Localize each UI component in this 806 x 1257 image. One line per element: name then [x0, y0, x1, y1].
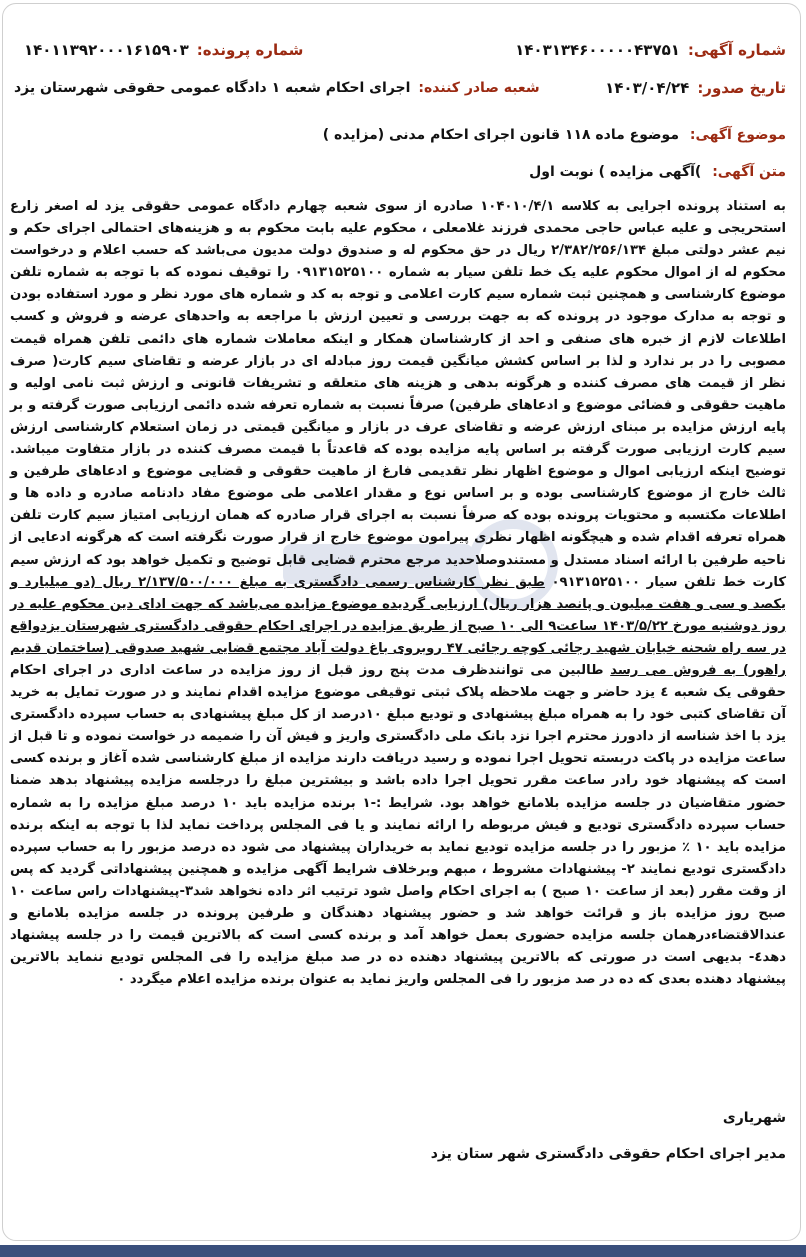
body-part-3: طالبین می توانندظرف مدت پنج روز قبل از روز مزایده در ساعت اداری در اجرای احکام حقوقی یک شعبه ٤ یزد حاضر و جهت ملاحظه پلاک ثبتی توقیفی موضوع مزایده اقدام نمایند و در صورت تمایل به خرید آن تقاضای کتبی خود را به همراه مبلغ پیشنهادی و تودیع مبلغ ۱۰درصد از کل مبلغ پیشنهادی به حساب سپرده دادگستری یزد با اخذ شناسه از دادورز محترم اجرا نزد بانک ملی دادگستری واریز و فیش آن را ضمیمه در خواست نموده و تا قبل از ساعت مزایده در پاکت دربسته تحویل اجرا نموده و رسید دریافت دارند مزایده از مبلغ کارشناسی شده آغاز و برنده کسی است که پیشنهاد خود رادر ساعت مقرر تحویل اجرا داده باشد و بیشترین مبلغ را درجلسه مزایده پیشنهاد بدهد ضمنا حضور متقاضیان در جلسه مزایده بلامانع خواهد بود. شرایط :-۱ برنده مزایده باید ۱۰ درصد مبلغ مزایده را به شماره حساب سپرده دادگستری تودیع و فیش مربوطه را ارائه نمایند و یا فی المجلس پرداخت نماید لذا با توجه به اینکه برنده مزایده باید ۱۰ ٪ مزبور را در جلسه مزایده تودیع نماید به خریداران پیشنهاد می شود ده درصد مزبور را به حساب سپرده دادگستری تودیع نمایند ۲- پیشنهادات مشروط ، مبهم وبرخلاف شرایط آگهی مزایده و همچنین پیشنهاداتی گردید که پس از وقت مقرر (بعد از ساعت ۱۰ صبح ) به اجرای احکام واصل شود ترتیب اثر داده نخواهد شد۳-پیشنهادات راس ساعت ۱۰ صبح روز مزایده باز و قرائت خواهد شد و حضور پیشنهاد دهندگان و طرفین پرونده در جلسه مزایده بلامانع و عندالاقتضاءدرهمان جلسه مزایده حضوری بعمل خواهد آمد و برنده کسی است که بالاترین قیمت را در جلسه پیشنهاد دهد٤- بدیهی است در صورتی که بالاترین پیشنهاد دهنده ده در صد مبلغ مزایده را فی المجلس تودیع ننماید بالاترین پیشنهاد دهنده بعدی که ده در صد مزبور را فی المجلس واریز نماید به عنوان برنده مزایده اعلام میگردد ۰ — [10, 662, 787, 988]
body-title-value: )آگهی مزایده ) نوبت اول — [529, 164, 702, 180]
subject-label: موضوع آگهی: — [689, 127, 786, 143]
issuing-branch-value: اجرای احکام شعبه ۱ دادگاه عمومی حقوقی شهرستان یزد — [14, 80, 411, 96]
body-title — [529, 164, 786, 180]
body-title-label: متن آگهی: — [712, 164, 786, 180]
signer-name: شهریاری — [722, 1110, 786, 1126]
ad-number-value: ۱۴۰۳۱۳۴۶۰۰۰۰۰۴۳۷۵۱ — [515, 41, 680, 59]
issue-date-label: تاریخ صدور: — [697, 79, 786, 97]
body-part-1: به استناد پرونده اجرایی به کلاسه ۱۰۴۰۱۰/۴/۱ صادره از سوی شعبه چهارم دادگاه عمومی حقوقی یزد له اصغر زارع استحریجی و علیه عباس حاجی محمدی فرزند غلامعلی ، محکوم علیه بابت محکوم به و هزینه‌های احتمالی اجرای حکم و نیم عشر دولتی مبلغ ۲/۳۸۲/۲۵۶/۱۳۴ ریال در حق محکوم له و صندوق دولت مدیون می‌باشد که حسب اعلام و درخواست محکوم له از اموال محکوم علیه یک خط تلفن سیار به شماره ۰۹۱۳۱۵۲۵۱۰۰ را توقیف نموده که با توجه به شماره تلفن موضوع کارشناسی و همچنین ثبت شماره سیم کارت اعلامی و توجه به کد و شماره های مورد نظر و مورد استفاده بودن و توجه به مدارک موجود در پرونده که به جهت بررسی و تعیین ارزش با مراجعه به واحدهای عرضه و فروش و کسب اطلاعات لازم از خبره های صنفی و احد از کارشناسان همکار و اینکه معاملات شماره های دائمی تلفن همراه قیمت مصوبی را در بر ندارد و لذا بر اساس کشش میانگین قیمت روز مبادله ای در بازار عرضه و تقاضای سیم کارت( صرف نظر از قیمت های مصرف کننده و هرگونه بدهی و هزینه های متعلقه و تشریفات قانونی و ارزش ثبت نامی اولیه و ماهیت حقوقی و فضائی موضوع و ادعاهای طرفین) صرفاً نسبت به شماره تعرفه شده دائمی ارزیابی صورت گرفته و بر پایه ارزش مزایده بر مبنای ارزش عرضه و تقاضای عرف در بازار و میانگین قیمتی در زمان استعلام کارشناسی ارزش سیم کارت ارزیابی صورت گرفته بر اساس پایه مزایده بوده که قاعدتاً با قیمت مصرف کننده در بازار متفاوت میباشد. توضیح اینکه ارزیابی اموال و موضوع اظهار نظر تقدیمی فارغ از ماهیت حقوقی و قضایی موضوع و ادعاهای طرفین و ثالث خارج از موضوع کارشناسی بوده و بر اساس نوع و مقدار اعلامی طی موضوع مفاد دادنامه صادره و داده ها و اطلاعات مکتسبه و محتویات پرونده بوده که صرفاً نسبت به اجرای قرار صادره که همان ارزیابی امتیاز سیم کارت تلفن همراه تعرفه اقدام شده و هیچگونه اظهار نظری پیرامون موضوع خارج از قرار صورت نگرفته است که هرگونه ادعایی از ناحیه طرفین با ارائه اسناد مستدل و مستندوصلاحدید مرجع محترم قضایی قابل توضیح و تکمیل خواهد بود که ارزش سیم کارت خط تلفن سیار ۰۹۱۳۱۵۲۵۱۰۰ — [10, 199, 787, 590]
ad-number — [515, 40, 786, 60]
case-number — [24, 40, 303, 60]
issuing-branch-label: شعبه صادر کننده: — [418, 80, 540, 96]
header-row-1 — [14, 40, 786, 60]
notice-body — [10, 196, 786, 991]
bottom-bar — [0, 1245, 806, 1257]
body-part-2-underlined: طبق نظر کارشناس رسمی دادگستری به مبلغ ۲/۱۳۷/۵۰۰/۰۰۰ ریال (دو میلیارد و یکصد و سی و هفت میلیون و پانصد هزار ریال) ارزیابی گردیده موضوع مزایده می‌باشد که جهت ادای دین محکوم علیه در روز دوشنبه مورخ ۱۴۰۳/۵/۲۲ ساعت۹ الی ۱۰ صبح از طریق مزایده در اجرای احکام حقوقی دادگستری شهرستان یزدواقع در سه راه شحنه خیابان شهید رجائی کوچه رجائی ۴۷ روبروی باغ دولت آباد مجتمع قضایی شهید صدوقی (ساختمان قدیم راهور) به فروش می رسد — [10, 574, 786, 678]
subject — [323, 127, 786, 143]
issue-date — [605, 78, 786, 98]
subject-value: موضوع ماده ۱۱۸ قانون اجرای احکام مدنی (مزایده ) — [322, 127, 679, 143]
issuing-branch — [14, 78, 540, 98]
signer-role: مدیر اجرای احکام حقوقی دادگستری شهر ستان یزد — [430, 1146, 786, 1162]
notice-body-paragraph — [10, 196, 786, 991]
issue-date-value: ۱۴۰۳/۰۴/۲۴ — [605, 79, 690, 97]
case-number-value: ۱۴۰۱۱۳۹۲۰۰۰۱۶۱۵۹۰۳ — [24, 41, 189, 59]
header-row-2 — [14, 78, 786, 98]
case-number-label: شماره پرونده: — [196, 41, 304, 59]
notice-card — [2, 3, 801, 1241]
ad-number-label: شماره آگهی: — [687, 41, 786, 59]
